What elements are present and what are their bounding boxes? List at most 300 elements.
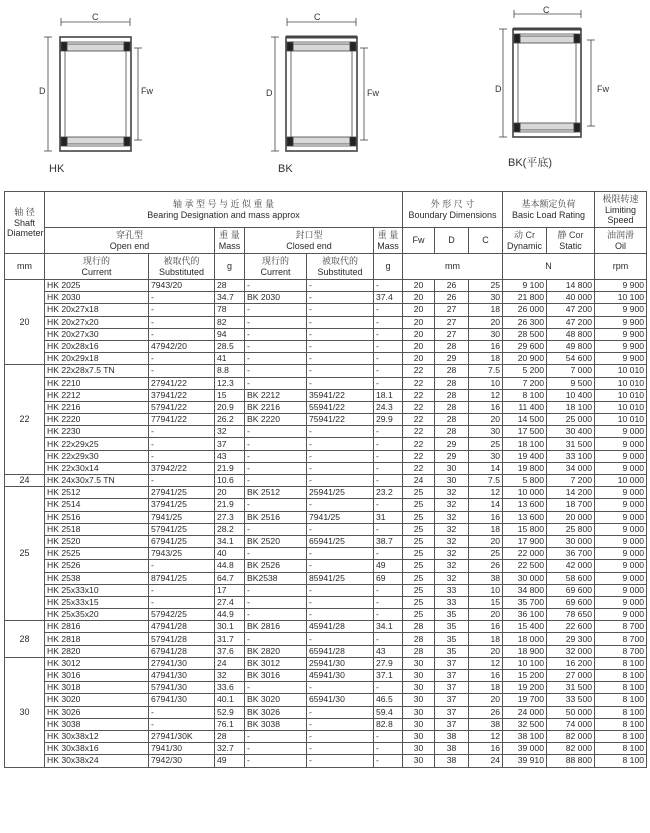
table-cell: 7942/30 [149,755,215,767]
table-cell: - [307,450,374,462]
substituted-header-open: 被取代的 Substituted [149,254,215,280]
bk-flat-c-label: C [543,5,550,15]
table-cell: 25 [403,523,435,535]
table-cell: HK 2030 [45,292,149,304]
table-cell: BK 2520 [245,535,307,547]
table-header [5,192,647,280]
table-cell: - [374,462,403,474]
table-cell: 24.3 [374,401,403,413]
table-row [5,328,647,340]
table-cell: 52.9 [215,706,245,718]
table-cell: 35 700 [503,596,547,608]
table-cell: 32 [435,548,469,560]
table-row [5,657,647,669]
table-cell: 30 [403,706,435,718]
table-cell: - [374,475,403,487]
table-cell: 35 [435,621,469,633]
table-cell: - [245,340,307,352]
table-cell: HK 2820 [45,645,149,657]
table-cell: - [307,560,374,572]
table-cell: 37 [435,694,469,706]
table-cell: - [149,596,215,608]
table-cell: 8 100 [595,694,647,706]
table-cell: 65941/28 [307,645,374,657]
table-row [5,535,647,547]
table-cell: - [245,462,307,474]
table-cell: 28.2 [215,523,245,535]
table-cell: 29 300 [547,633,595,645]
table-cell: 22 [403,426,435,438]
table-cell: 18 [469,682,503,694]
table-cell: 14 500 [503,414,547,426]
table-cell: 47941/30 [149,670,215,682]
table-cell: 69 600 [547,596,595,608]
table-cell: 30 [469,328,503,340]
table-cell: - [374,548,403,560]
table-cell: 8 100 [595,718,647,730]
table-row [5,426,647,438]
table-cell: 24 000 [503,706,547,718]
table-cell: 10 010 [595,377,647,389]
table-cell: 25 [469,438,503,450]
table-cell: 9 900 [595,340,647,352]
table-cell: - [374,633,403,645]
table-cell: HK 2525 [45,548,149,560]
table-row [5,621,647,633]
table-cell: - [149,365,215,377]
table-cell: - [149,316,215,328]
table-cell: 40 000 [547,292,595,304]
table-cell: 9 900 [595,304,647,316]
table-cell: - [307,755,374,767]
table-cell: - [374,499,403,511]
table-row [5,316,647,328]
table-cell: 32.7 [215,743,245,755]
table-cell: HK 25x35x20 [45,609,149,621]
table-cell: 40 [215,548,245,560]
table-cell: 31 500 [547,682,595,694]
table-cell: 35 [435,609,469,621]
table-cell: 12 [469,730,503,742]
table-cell: 39 000 [503,743,547,755]
table-cell: 18.1 [374,389,403,401]
table-cell: - [245,730,307,742]
table-cell: - [307,730,374,742]
table-row [5,670,647,682]
table-cell: HK 2210 [45,377,149,389]
table-cell: 12.3 [215,377,245,389]
table-cell: 9 000 [595,450,647,462]
table-cell: - [374,596,403,608]
table-cell: 8.8 [215,365,245,377]
table-cell: 44.8 [215,560,245,572]
table-cell: 22 [403,438,435,450]
table-cell: HK 2816 [45,621,149,633]
table-cell: BK 2512 [245,487,307,499]
table-cell: 15 800 [503,523,547,535]
table-cell: 10 010 [595,414,647,426]
table-cell: - [374,328,403,340]
table-cell: 16 [469,670,503,682]
table-cell: - [307,523,374,535]
table-cell: 82.8 [374,718,403,730]
table-cell: - [374,682,403,694]
table-cell: 28 [403,645,435,657]
table-cell: - [245,609,307,621]
table-cell: HK 3016 [45,670,149,682]
table-cell: 30 400 [547,426,595,438]
table-cell: 69 [374,572,403,584]
hk-c-label: C [92,12,99,22]
unit-mm-dims: mm [403,254,503,280]
table-cell: 21.9 [215,499,245,511]
table-cell: - [245,596,307,608]
table-cell: 58 600 [547,572,595,584]
table-cell: - [149,450,215,462]
table-cell: HK 30x38x12 [45,730,149,742]
table-cell: 32 500 [503,718,547,730]
table-cell: - [307,499,374,511]
table-cell: 33 [435,584,469,596]
current-header-closed: 现行的 Current [245,254,307,280]
table-cell: 25 [403,584,435,596]
shaft-diameter-cell: 22 [5,365,45,475]
table-cell: 9 000 [595,438,647,450]
table-cell: - [307,316,374,328]
table-cell: 28 [215,730,245,742]
table-cell: 27941/25 [149,487,215,499]
table-cell: BK 2212 [245,389,307,401]
table-cell: 28 [435,340,469,352]
table-cell: 32 [435,572,469,584]
table-cell: 9 000 [595,511,647,523]
table-cell: 32 [435,535,469,547]
table-cell: 9 900 [595,328,647,340]
table-cell: - [307,706,374,718]
table-cell: HK 22x29x25 [45,438,149,450]
table-cell: 26 [469,706,503,718]
table-cell: 9 000 [595,462,647,474]
shaft-diameter-cell: 20 [5,280,45,365]
table-cell: 40.1 [215,694,245,706]
table-cell: 30 [403,730,435,742]
table-cell: 8 100 [595,682,647,694]
table-cell: 16 [469,401,503,413]
table-cell: 15 [469,596,503,608]
table-cell: - [245,499,307,511]
table-cell: HK 22x29x30 [45,450,149,462]
table-cell: 8 700 [595,645,647,657]
load-rating-header: 基本额定负荷 Basic Load Rating [503,192,595,228]
table-cell: 41 [215,353,245,365]
table-cell: BK 2820 [245,645,307,657]
table-cell: - [245,328,307,340]
table-cell: 31 [374,511,403,523]
table-cell: BK 2030 [245,292,307,304]
table-cell: 38 [469,718,503,730]
table-cell: 43 [374,645,403,657]
table-cell: 76.1 [215,718,245,730]
table-cell: - [149,584,215,596]
table-cell: - [307,340,374,352]
table-cell: - [149,292,215,304]
table-cell: 37 [435,706,469,718]
table-row [5,414,647,426]
table-cell: HK 3020 [45,694,149,706]
table-cell: 87941/25 [149,572,215,584]
table-cell: 8 700 [595,621,647,633]
mass-header-open: 重 量 Mass [215,228,245,254]
table-cell: 20 [469,535,503,547]
shaft-diameter-cell: 25 [5,487,45,621]
table-cell: HK 2025 [45,280,149,292]
table-cell: 27941/30K [149,730,215,742]
table-cell: 82 000 [547,743,595,755]
table-cell: 14 200 [547,487,595,499]
table-cell: 94 [215,328,245,340]
table-cell: 17 [215,584,245,596]
table-cell: 34.1 [215,535,245,547]
table-cell: 9 000 [595,609,647,621]
table-cell: 15 [215,389,245,401]
table-cell: HK 2526 [45,560,149,572]
table-cell: 57941/28 [149,633,215,645]
table-row [5,718,647,730]
table-cell: 8 700 [595,633,647,645]
table-cell: 7941/30 [149,743,215,755]
table-cell: 49 [215,755,245,767]
table-cell: 38 [435,730,469,742]
table-cell: - [149,706,215,718]
table-cell: 35941/22 [307,389,374,401]
table-cell: HK 2514 [45,499,149,511]
table-row [5,743,647,755]
table-cell: BK 3026 [245,706,307,718]
table-cell: - [245,743,307,755]
unit-g-open: g [215,254,245,280]
table-cell: HK 20x27x18 [45,304,149,316]
table-cell: 14 800 [547,280,595,292]
bk-drawing [265,0,415,180]
table-cell: 49 [374,560,403,572]
table-cell: - [245,438,307,450]
table-row [5,596,647,608]
table-cell: 27 [435,316,469,328]
table-cell: 30 [469,426,503,438]
table-cell: 20 [403,316,435,328]
table-cell: 30 [469,450,503,462]
table-row [5,401,647,413]
table-cell: - [245,377,307,389]
table-cell: 15 200 [503,670,547,682]
table-cell: - [307,328,374,340]
table-cell: 33.6 [215,682,245,694]
table-row [5,487,647,499]
table-cell: 32 [435,560,469,572]
table-cell: 20 900 [503,353,547,365]
table-cell: 14 [469,462,503,474]
table-row [5,633,647,645]
table-cell: - [374,304,403,316]
hk-drawing [28,0,178,180]
table-cell: HK 2220 [45,414,149,426]
table-row [5,560,647,572]
table-cell: HK 22x28x7.5 TN [45,365,149,377]
table-cell: - [374,426,403,438]
table-cell: 55941/22 [307,401,374,413]
table-cell: HK 3038 [45,718,149,730]
table-cell: 38 [435,743,469,755]
table-cell: 50 000 [547,706,595,718]
table-cell: - [245,280,307,292]
table-cell: 9 000 [595,535,647,547]
table-cell: 28 [215,280,245,292]
table-cell: 29.9 [374,414,403,426]
table-cell: - [374,743,403,755]
table-cell: BK 2216 [245,401,307,413]
table-cell: BK2538 [245,572,307,584]
table-cell: 10 000 [503,487,547,499]
table-cell: 37941/25 [149,499,215,511]
table-cell: 25941/25 [307,487,374,499]
table-cell: - [374,377,403,389]
table-cell: 22 500 [503,560,547,572]
table-cell: 22 [403,450,435,462]
table-cell: 25 [403,560,435,572]
table-cell: 7943/25 [149,548,215,560]
table-row [5,280,647,292]
table-cell: 18 [469,633,503,645]
table-cell: 38 [469,572,503,584]
table-cell: 77941/22 [149,414,215,426]
table-cell: 12 [469,657,503,669]
table-cell: 26 [435,280,469,292]
table-cell: 20 [215,487,245,499]
table-cell: 64.7 [215,572,245,584]
table-cell: 8 100 [595,730,647,742]
table-cell: 57942/25 [149,609,215,621]
table-cell: - [374,280,403,292]
table-cell: 45941/30 [307,670,374,682]
table-cell: HK 2538 [45,572,149,584]
table-cell: 19 400 [503,450,547,462]
table-cell: 9 000 [595,548,647,560]
table-cell: 67941/28 [149,645,215,657]
table-cell: 7941/25 [307,511,374,523]
table-cell: 26 [435,292,469,304]
table-cell: 30 [403,670,435,682]
table-cell: 37 [435,682,469,694]
table-cell: 34.1 [374,621,403,633]
table-cell: 28 [403,621,435,633]
table-cell: 28 500 [503,328,547,340]
bk-fw-label: Fw [367,88,379,98]
table-cell: 47 200 [547,316,595,328]
table-cell: 34 000 [547,462,595,474]
table-cell: 67941/25 [149,535,215,547]
table-cell: 42 000 [547,560,595,572]
table-cell: 25 [403,487,435,499]
table-cell: 37 [435,657,469,669]
table-cell: 7 200 [547,475,595,487]
table-cell: 22 [403,377,435,389]
table-cell: 30 000 [547,535,595,547]
table-cell: 19 200 [503,682,547,694]
hk-fw-label: Fw [141,86,153,96]
table-cell: 16 [469,743,503,755]
table-cell: 39 910 [503,755,547,767]
table-cell: 36 100 [503,609,547,621]
shaft-diameter-cell: 24 [5,475,45,487]
table-cell: 20 [469,645,503,657]
table-cell: - [245,584,307,596]
table-cell: - [245,633,307,645]
table-cell: - [307,280,374,292]
table-row [5,645,647,657]
table-cell: 32 [435,499,469,511]
table-cell: 17 500 [503,426,547,438]
table-cell: 20 [403,280,435,292]
table-row [5,523,647,535]
table-cell: - [149,426,215,438]
table-cell: - [307,353,374,365]
table-cell: 7941/25 [149,511,215,523]
table-cell: 20 000 [547,511,595,523]
table-cell: 10 [469,584,503,596]
table-cell: 37.1 [374,670,403,682]
table-row [5,511,647,523]
table-cell: - [374,316,403,328]
table-cell: 30 [403,743,435,755]
cor-header: 静 Cor Static [547,228,595,254]
table-cell: 29 [435,450,469,462]
table-cell: 43 [215,450,245,462]
table-cell: 26 300 [503,316,547,328]
table-cell: 16 [469,511,503,523]
table-cell: 17 900 [503,535,547,547]
c-header: C [469,228,503,254]
table-cell: 10 000 [595,475,647,487]
table-cell: - [245,316,307,328]
table-cell: 25 [403,535,435,547]
table-cell: 54 600 [547,353,595,365]
table-cell: 44.9 [215,609,245,621]
table-cell: 16 [469,340,503,352]
shaft-diameter-cell: 30 [5,657,45,767]
table-cell: BK 3012 [245,657,307,669]
table-cell: 23.2 [374,487,403,499]
table-cell: - [245,365,307,377]
table-cell: - [374,730,403,742]
table-row [5,572,647,584]
table-cell: 13 600 [503,499,547,511]
table-row [5,340,647,352]
table-cell: 32 [435,511,469,523]
table-cell: 27.4 [215,596,245,608]
table-cell: 9 900 [595,280,647,292]
unit-n: N [503,254,595,280]
table-cell: 65941/25 [307,535,374,547]
open-end-header: 穿孔型 Open end [45,228,215,254]
table-cell: 9 000 [595,584,647,596]
bk-flat-d-label: D [495,84,502,94]
table-cell: - [374,365,403,377]
table-cell: 16 [469,621,503,633]
table-cell: 8 100 [595,755,647,767]
table-row [5,584,647,596]
table-cell: 14 [469,499,503,511]
table-cell: 47942/20 [149,340,215,352]
